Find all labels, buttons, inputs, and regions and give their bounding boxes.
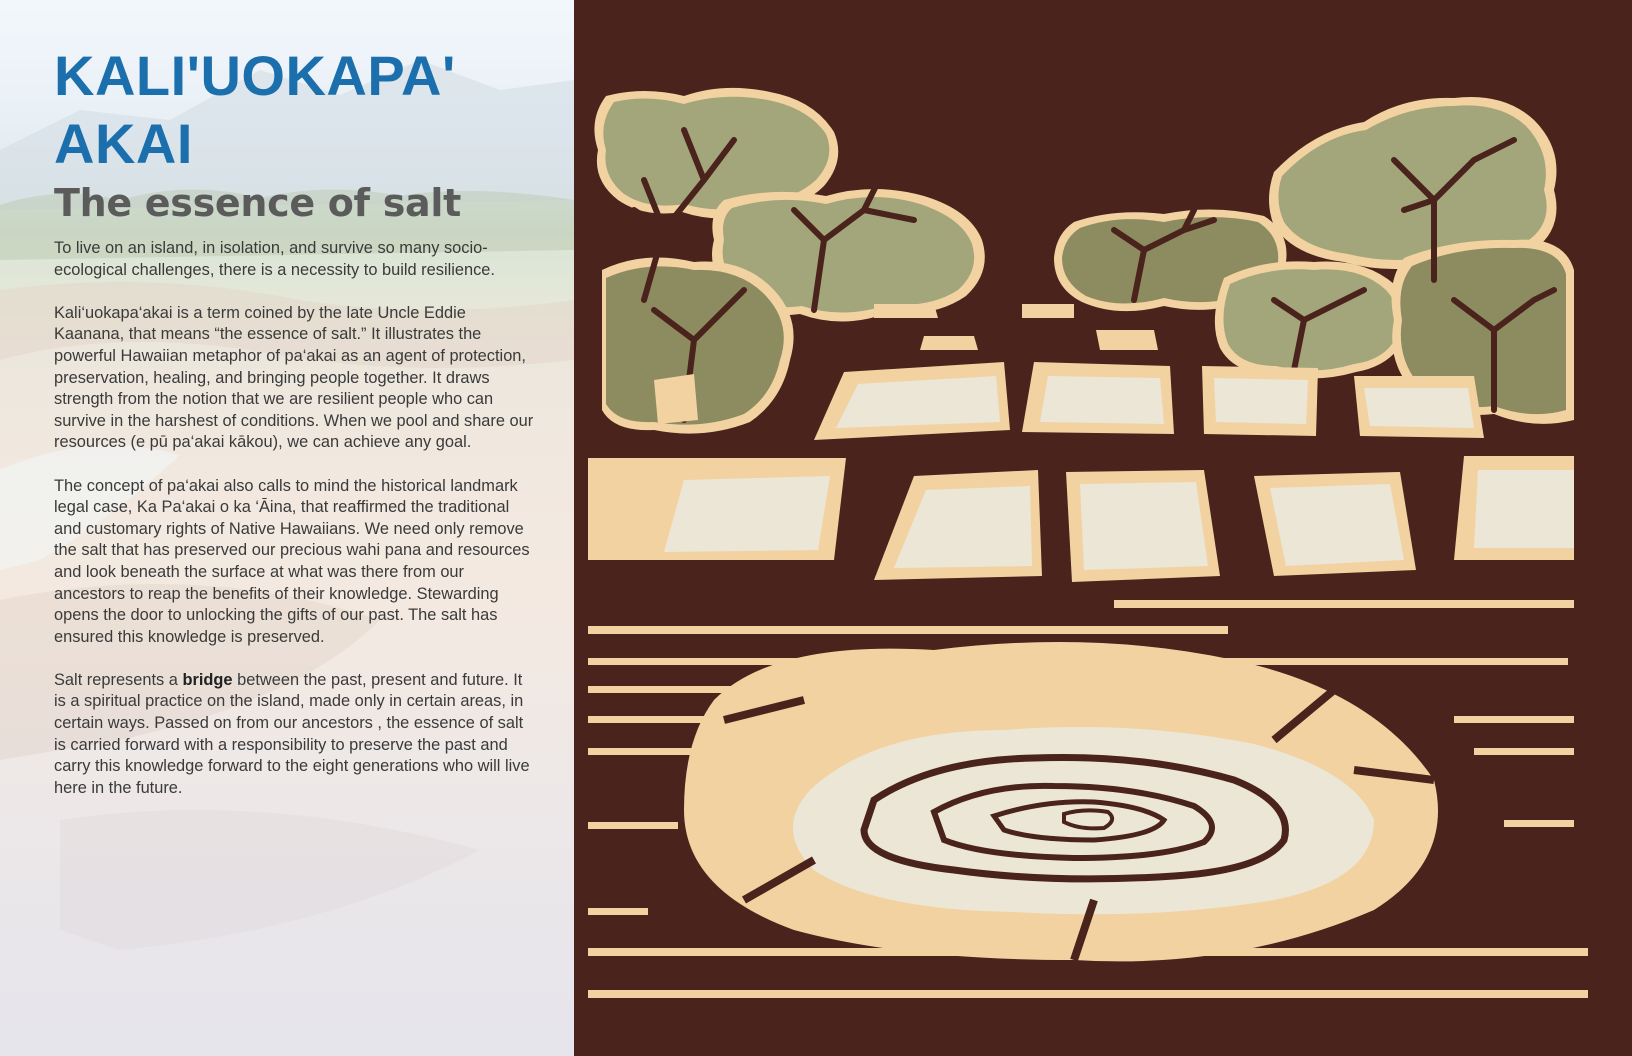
paragraph-4 (54, 670, 534, 800)
paragraph-4-rest: between the past, present and future. It is a spiritual practice on the island, made only in certain areas, in certain ways. Passed on from our ancestors , the essence of salt is carried forward with a responsibility to preserve the past and carry this knowledge forward to the eight generations who will live here in the future. (54, 670, 530, 797)
salt-pool (684, 642, 1438, 961)
title-line-1: KALI'UOKAPA' (54, 44, 456, 107)
page-title (54, 42, 534, 178)
salt-pans-illustration (574, 0, 1632, 1056)
bridge-emphasis: bridge (182, 670, 233, 689)
paragraph-2: Kali‘uokapa‘akai is a term coined by the late Uncle Eddie Kaanana, that means “the essence of salt.” It illustrates the powerful Hawaiian metaphor of pa‘akai as an agent of protection, preservation, healing, and bringing people together. It draws strength from the notion that we are resilient people who can survive in the harshest of conditions. When we pool and share our resources (e pū pa‘akai kākou), we can achieve any goal. (54, 303, 534, 452)
lower-salt-pans (588, 456, 1574, 582)
article-text (54, 42, 534, 821)
page-subtitle: The essence of salt (54, 181, 461, 225)
paragraph-3: The concept of pa‘akai also calls to mind the historical landmark legal case, Ka Pa‘akai o ka ‘Āina, that reaffirmed the traditional and customary rights of Native Hawaiians. We need only remove the salt that has preserved our precious wahi pana and resources and look beneath the surface at what was there from our ancestors to reap the benefits of their knowledge. Stewarding opens the door to unlocking the gifts of our past. The salt has ensured this knowledge is preserved. (54, 476, 530, 646)
paragraph-1: To live on an island, in isolation, and survive so many socio-ecological challenges, there is a necessity to build resilience. (54, 239, 495, 279)
title-line-2: AKAI (54, 112, 193, 175)
body-copy (54, 238, 534, 799)
paragraph-4-lead: Salt represents a (54, 670, 183, 689)
text-panel (0, 0, 574, 1056)
illustration-panel (574, 0, 1632, 1056)
